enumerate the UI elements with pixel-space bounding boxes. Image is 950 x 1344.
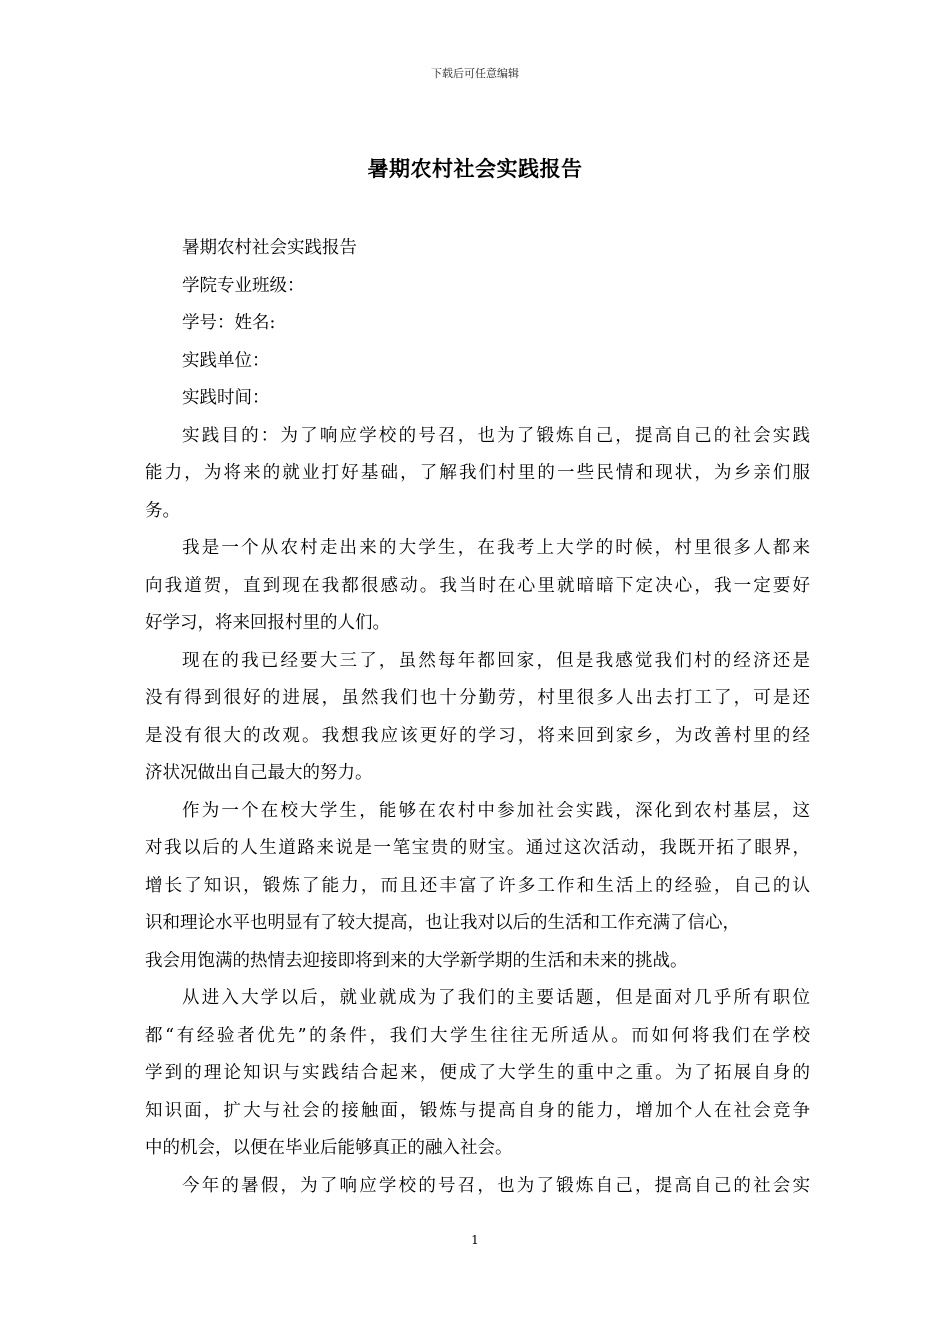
body-line: 务。 xyxy=(145,500,180,521)
body-line: 济状况做出自己最大的努力。 xyxy=(145,763,373,783)
document-title: 暑期农村社会实践报告 xyxy=(367,156,583,181)
body-line: 实践时间： xyxy=(182,388,270,408)
body-line: 学到的理论知识与实践结合起来，便成了大学生的重中之重。为了拓展自身的 xyxy=(145,1063,810,1083)
body-line: 实践单位： xyxy=(182,350,270,371)
body-line: 识和理论水平也明显有了较大提高，也让我对以后的生活和工作充满了信心， xyxy=(145,913,740,933)
body-line: 从进入大学以后，就业就成为了我们的主要话题，但是面对几乎所有职位 xyxy=(182,988,810,1008)
body-line: 能力，为将来的就业打好基础，了解我们村里的一些民情和现状，为乡亲们服 xyxy=(145,463,810,483)
header-note: 下载后可任意编辑 xyxy=(431,67,519,80)
body-line: 是没有很大的改观。我想我应该更好的学习，将来回到家乡，为改善村里的经 xyxy=(145,725,810,746)
body-line: 中的机会，以便在毕业后能够真正的融入社会。 xyxy=(145,1138,513,1158)
body-line: 学号：姓名: xyxy=(182,313,276,333)
page-number: 1 xyxy=(471,1233,479,1247)
body-line: 好学习，将来回报村里的人们。 xyxy=(145,613,390,633)
body-line: 学院专业班级： xyxy=(182,275,305,296)
body-line: 暑期农村社会实践报告 xyxy=(182,238,357,258)
body-line: 今年的暑假，为了响应学校的号召，也为了锻炼自己，提高自己的社会实 xyxy=(182,1175,810,1196)
body-line: 实践目的：为了响应学校的号召，也为了锻炼自己，提高自己的社会实践 xyxy=(182,425,810,446)
body-line: 没有得到很好的进展，虽然我们也十分勤劳，村里很多人出去打工了，可是还 xyxy=(145,688,810,708)
body-line: 知识面，扩大与社会的接触面，锻炼与提高自身的能力，增加个人在社会竞争 xyxy=(145,1100,810,1121)
body-line: 都“有经验者优先”的条件，我们大学生往往无所适从。而如何将我们在学校 xyxy=(145,1025,810,1046)
body-line: 对我以后的人生道路来说是一笔宝贵的财宝。通过这次活动，我既开拓了眼界， xyxy=(145,838,810,858)
body-line: 我会用饱满的热情去迎接即将到来的大学新学期的生活和未来的挑战。 xyxy=(145,950,688,971)
body-line: 我是一个从农村走出来的大学生，在我考上大学的时候，村里很多人都来 xyxy=(182,538,810,558)
document-body xyxy=(145,230,810,1205)
body-line: 现在的我已经要大三了，虽然每年都回家，但是我感觉我们村的经济还是 xyxy=(182,650,810,671)
body-line: 增长了知识，锻炼了能力，而且还丰富了许多工作和生活上的经验，自己的认 xyxy=(145,875,810,896)
body-line: 作为一个在校大学生，能够在农村中参加社会实践，深化到农村基层，这 xyxy=(182,800,810,821)
body-line: 向我道贺，直到现在我都很感动。我当时在心里就暗暗下定决心，我一定要好 xyxy=(145,575,810,596)
